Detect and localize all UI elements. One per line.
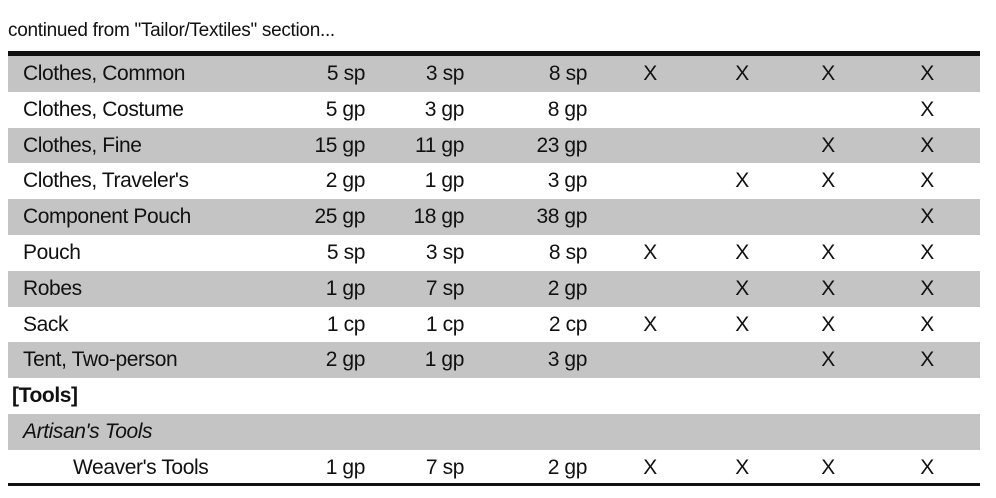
price-col-2: 3 sp — [425, 240, 464, 264]
section-title: [Tools] — [12, 384, 78, 408]
table-row — [8, 307, 980, 343]
price-col-1: 2 gp — [325, 169, 365, 193]
availability-mark-1: X — [643, 312, 657, 336]
availability-mark-3: X — [821, 133, 835, 157]
price-col-3: 2 cp — [548, 312, 587, 336]
price-col-3: 3 gp — [547, 169, 587, 193]
price-col-2: 3 sp — [425, 62, 464, 85]
price-col-1: 2 gp — [325, 348, 365, 372]
availability-mark-3: X — [821, 312, 835, 336]
availability-mark-2: X — [735, 62, 749, 85]
availability-mark-3: X — [821, 62, 835, 85]
availability-mark-2: X — [735, 455, 749, 479]
availability-mark-4: X — [920, 276, 934, 300]
price-col-3: 8 sp — [548, 62, 587, 85]
price-col-2: 11 gp — [415, 133, 464, 157]
table-row — [8, 56, 980, 92]
price-col-3: 23 gp — [536, 133, 587, 157]
availability-mark-3: X — [821, 240, 835, 264]
availability-mark-4: X — [920, 97, 934, 121]
price-col-1: 5 sp — [326, 62, 365, 85]
table-row — [8, 199, 980, 235]
price-col-3: 38 gp — [536, 205, 587, 229]
table-row — [8, 342, 980, 378]
price-col-1: 1 gp — [325, 455, 365, 479]
table-bottom-rule — [8, 483, 980, 486]
availability-mark-4: X — [920, 455, 934, 479]
equipment-price-table — [8, 56, 980, 486]
item-name: Clothes, Fine — [23, 133, 142, 157]
availability-mark-2: X — [735, 169, 749, 193]
price-col-1: 1 gp — [325, 276, 365, 300]
price-col-3: 8 gp — [547, 97, 587, 121]
item-name: Component Pouch — [23, 205, 191, 229]
price-col-1: 5 gp — [325, 97, 365, 121]
availability-mark-4: X — [920, 133, 934, 157]
price-col-2: 1 gp — [424, 169, 464, 193]
item-name: Clothes, Common — [23, 62, 186, 85]
availability-mark-4: X — [920, 169, 934, 193]
price-col-3: 3 gp — [547, 348, 587, 372]
item-name: Clothes, Costume — [23, 97, 184, 121]
availability-mark-1: X — [643, 62, 657, 85]
price-col-2: 7 sp — [425, 276, 464, 300]
price-col-2: 1 cp — [425, 312, 464, 336]
price-col-1: 15 gp — [314, 133, 365, 157]
availability-mark-4: X — [920, 240, 934, 264]
price-col-1: 5 sp — [326, 240, 365, 264]
price-col-2: 18 gp — [413, 205, 464, 229]
table-row — [8, 92, 980, 128]
availability-mark-1: X — [643, 455, 657, 479]
availability-mark-3: X — [821, 276, 835, 300]
item-name: Tent, Two-person — [23, 348, 178, 372]
subsection-title: Artisan's Tools — [23, 419, 153, 443]
price-col-2: 7 sp — [425, 455, 464, 479]
section-header-row — [8, 378, 980, 414]
table-row — [8, 235, 980, 271]
availability-mark-2: X — [735, 276, 749, 300]
availability-mark-3: X — [821, 169, 835, 193]
availability-mark-1: X — [643, 240, 657, 264]
item-name: Pouch — [23, 240, 81, 264]
table-row — [8, 128, 980, 164]
availability-mark-4: X — [920, 312, 934, 336]
table-row — [8, 163, 980, 199]
price-col-3: 8 sp — [548, 240, 587, 264]
table-row — [8, 450, 980, 486]
price-col-3: 2 gp — [547, 455, 587, 479]
table-row — [8, 271, 980, 307]
item-name: Robes — [23, 276, 82, 300]
item-name: Sack — [23, 312, 69, 336]
price-col-2: 1 gp — [424, 348, 464, 372]
availability-mark-3: X — [821, 455, 835, 479]
price-col-2: 3 gp — [424, 97, 464, 121]
continuation-caption: continued from "Tailor/Textiles" section... — [8, 20, 335, 41]
availability-mark-4: X — [920, 348, 934, 372]
price-col-1: 1 cp — [326, 312, 365, 336]
availability-mark-2: X — [735, 240, 749, 264]
subsection-header-row — [8, 414, 980, 450]
availability-mark-4: X — [920, 62, 934, 85]
availability-mark-2: X — [735, 312, 749, 336]
price-col-1: 25 gp — [314, 205, 365, 229]
price-col-3: 2 gp — [547, 276, 587, 300]
item-name: Weaver's Tools — [73, 455, 209, 479]
availability-mark-4: X — [920, 205, 934, 229]
availability-mark-3: X — [821, 348, 835, 372]
item-name: Clothes, Traveler's — [23, 169, 189, 193]
